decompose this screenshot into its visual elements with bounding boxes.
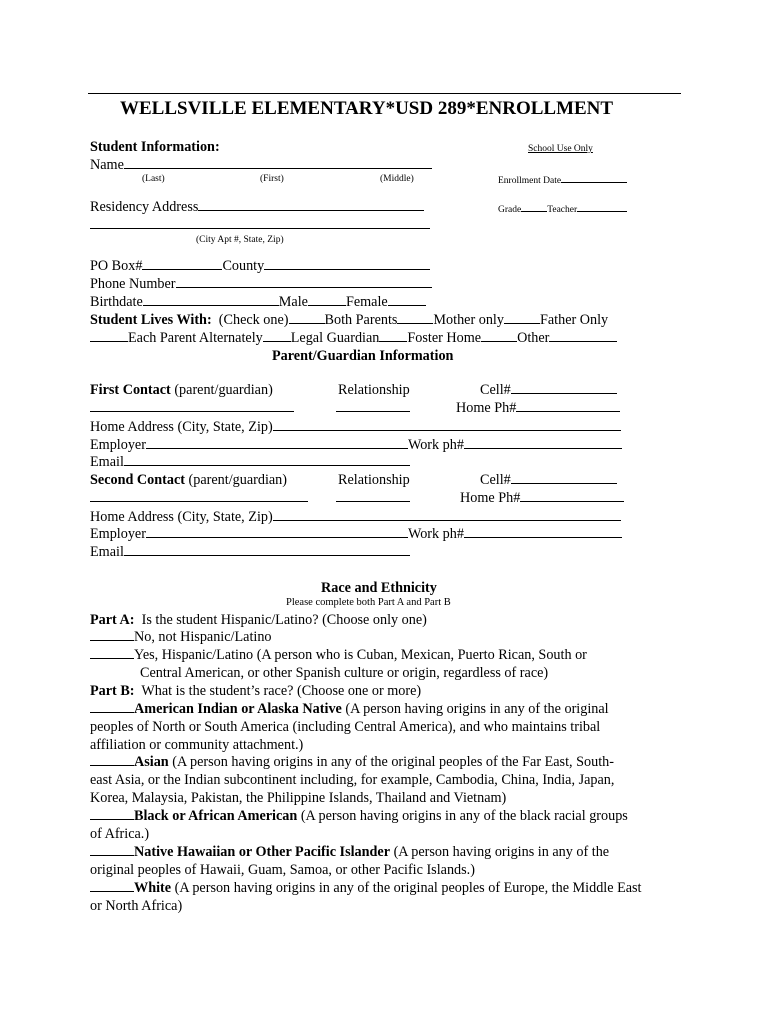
male-line[interactable]: [308, 293, 346, 306]
first-contact-label: First Contact (parent/guardian): [90, 382, 273, 398]
teacher-label: Teacher: [547, 205, 578, 215]
first-relationship-label: Relationship: [338, 382, 410, 398]
first-relationship-line[interactable]: [336, 399, 410, 417]
first-home-ph-line[interactable]: [516, 399, 620, 412]
city-hint: (City Apt #, State, Zip): [196, 235, 284, 245]
lives-with-row[interactable]: [90, 311, 608, 329]
father-only-label: Father Only: [539, 312, 609, 328]
po-box-line[interactable]: [142, 257, 222, 270]
second-home-address-field[interactable]: Home Address (City, State, Zip): [90, 508, 621, 526]
no-hispanic-line[interactable]: [90, 628, 134, 641]
second-email-field[interactable]: Email: [90, 543, 410, 561]
second-home-ph-line[interactable]: [520, 489, 624, 502]
native-hawaiian-line[interactable]: [90, 843, 134, 856]
second-employer-field[interactable]: Employer Work ph#: [90, 525, 622, 543]
both-parents-label: Both Parents: [324, 312, 398, 328]
name-part-first: (First): [260, 174, 284, 184]
american-indian-desc-3: affiliation or community attachment.): [90, 737, 304, 753]
white-desc-2: or North Africa): [90, 898, 183, 914]
residency-field[interactable]: [90, 198, 424, 216]
birthdate-label: Birthdate: [90, 294, 143, 310]
enrollment-date-field[interactable]: [498, 173, 627, 187]
white-line[interactable]: [90, 879, 134, 892]
name-label: Name: [90, 157, 124, 173]
birthdate-line[interactable]: [143, 293, 279, 306]
name-part-middle: (Middle): [380, 174, 414, 184]
first-contact-name-line[interactable]: [90, 399, 294, 417]
no-hispanic-option[interactable]: No, not Hispanic/Latino: [90, 628, 272, 646]
race-black[interactable]: Black or African American (A person having origins in any of the black racial groups: [90, 807, 628, 825]
black-desc-2: of Africa.): [90, 826, 150, 842]
male-label: Male: [278, 294, 308, 310]
phone-line[interactable]: [176, 275, 432, 288]
first-cell-field[interactable]: Cell#: [480, 381, 617, 399]
native-hawaiian-desc-2: original peoples of Hawaii, Guam, Samoa, or other Pacific Islands.): [90, 862, 475, 878]
legal-guardian-label: Legal Guardian: [290, 330, 380, 346]
second-relationship-label: Relationship: [338, 472, 410, 488]
american-indian-line[interactable]: [90, 700, 134, 713]
other-line[interactable]: [481, 329, 517, 342]
first-work-ph-line[interactable]: [464, 436, 622, 449]
guardian-heading: Parent/Guardian Information: [272, 348, 454, 364]
name-line[interactable]: [124, 156, 432, 169]
check-one-hint: (Check one): [218, 312, 289, 328]
female-line[interactable]: [388, 293, 426, 306]
first-cell-line[interactable]: [511, 381, 617, 394]
county-line[interactable]: [264, 257, 430, 270]
second-home-address-line[interactable]: [273, 508, 621, 521]
part-a-question: Part A: Is the student Hispanic/Latino? (Choose only one): [90, 612, 427, 628]
foster-home-label: Foster Home: [407, 330, 482, 346]
both-parents-line[interactable]: [289, 311, 325, 324]
first-employer-field[interactable]: Employer Work ph#: [90, 436, 622, 454]
teacher-line[interactable]: [577, 202, 627, 212]
lives-with-label: Student Lives With:: [90, 312, 212, 328]
student-info-heading: Student Information:: [90, 139, 220, 155]
name-field[interactable]: [90, 156, 432, 174]
first-employer-line[interactable]: [146, 436, 408, 449]
school-use-heading: School Use Only: [528, 144, 593, 154]
other-specify-line[interactable]: [549, 329, 617, 342]
form-title: WELLSVILLE ELEMENTARY*USD 289*ENROLLMENT: [120, 98, 614, 119]
race-american-indian[interactable]: American Indian or Alaska Native (A person having origins in any of the original: [90, 700, 609, 718]
first-email-field[interactable]: Email: [90, 453, 410, 471]
race-native-hawaiian[interactable]: Native Hawaiian or Other Pacific Islander (A person having origins in any of the: [90, 843, 609, 861]
second-cell-field[interactable]: Cell#: [480, 471, 617, 489]
residency-line-2[interactable]: [90, 216, 430, 234]
po-box-county-row[interactable]: [90, 257, 430, 275]
first-home-address-field[interactable]: Home Address (City, State, Zip): [90, 418, 621, 436]
county-label: County: [222, 258, 265, 274]
phone-row[interactable]: [90, 275, 432, 293]
foster-home-line[interactable]: [379, 329, 407, 342]
father-only-line[interactable]: [504, 311, 540, 324]
second-relationship-line[interactable]: [336, 489, 410, 507]
birthdate-row[interactable]: [90, 293, 426, 311]
grade-teacher-field[interactable]: [498, 202, 627, 216]
grade-line[interactable]: [521, 202, 547, 212]
first-home-address-line[interactable]: [273, 418, 621, 431]
second-email-line[interactable]: [124, 543, 410, 556]
first-home-ph-field[interactable]: Home Ph#: [456, 399, 620, 417]
grade-label: Grade: [498, 205, 522, 215]
second-home-ph-field[interactable]: Home Ph#: [460, 489, 624, 507]
residency-line[interactable]: [198, 198, 424, 211]
black-line[interactable]: [90, 807, 134, 820]
first-email-line[interactable]: [124, 453, 410, 466]
asian-desc-3: Korea, Malaysia, Pakistan, the Philippine Islands, Thailand and Vietnam): [90, 790, 507, 806]
name-part-last: (Last): [142, 174, 165, 184]
second-contact-label: Second Contact (parent/guardian): [90, 472, 288, 488]
mother-only-line[interactable]: [397, 311, 433, 324]
race-asian[interactable]: Asian (A person having origins in any of the original peoples of the Far East, South-: [90, 753, 614, 771]
yes-hispanic-option-cont: Central American, or other Spanish culture or origin, regardless of race): [140, 665, 549, 681]
residency-label: Residency Address: [90, 199, 199, 215]
phone-label: Phone Number: [90, 276, 176, 292]
race-heading: Race and Ethnicity: [321, 580, 437, 596]
second-contact-name-line[interactable]: [90, 489, 308, 507]
each-parent-label: Each Parent Alternately: [128, 330, 263, 346]
race-white[interactable]: White (A person having origins in any of the original peoples of Europe, the Middle East: [90, 879, 642, 897]
po-box-label: PO Box#: [90, 258, 143, 274]
yes-hispanic-option[interactable]: Yes, Hispanic/Latino (A person who is Cuban, Mexican, Puerto Rican, South or: [90, 646, 587, 664]
second-employer-line[interactable]: [146, 525, 408, 538]
second-work-ph-line[interactable]: [464, 525, 622, 538]
second-cell-line[interactable]: [511, 471, 617, 484]
asian-desc-2: east Asia, or the Indian subcontinent including, for example, Cambodia, China, India, Japan,: [90, 772, 615, 788]
part-b-question: Part B: What is the student’s race? (Choose one or more): [90, 683, 422, 699]
female-label: Female: [345, 294, 388, 310]
each-parent-line[interactable]: [90, 329, 128, 342]
enrollment-date-line[interactable]: [561, 173, 627, 183]
legal-guardian-line[interactable]: [263, 329, 291, 342]
race-subheading: Please complete both Part A and Part B: [286, 597, 451, 608]
top-rule: [88, 93, 681, 94]
yes-hispanic-line[interactable]: [90, 646, 134, 659]
enrollment-date-label: Enrollment Date: [498, 176, 562, 186]
asian-line[interactable]: [90, 753, 134, 766]
american-indian-desc-2: peoples of North or South America (including Central America), and who maintains tribal: [90, 719, 601, 735]
lives-with-row-2[interactable]: [90, 329, 617, 347]
other-label: Other: [517, 330, 550, 346]
mother-only-label: Mother only: [433, 312, 504, 328]
